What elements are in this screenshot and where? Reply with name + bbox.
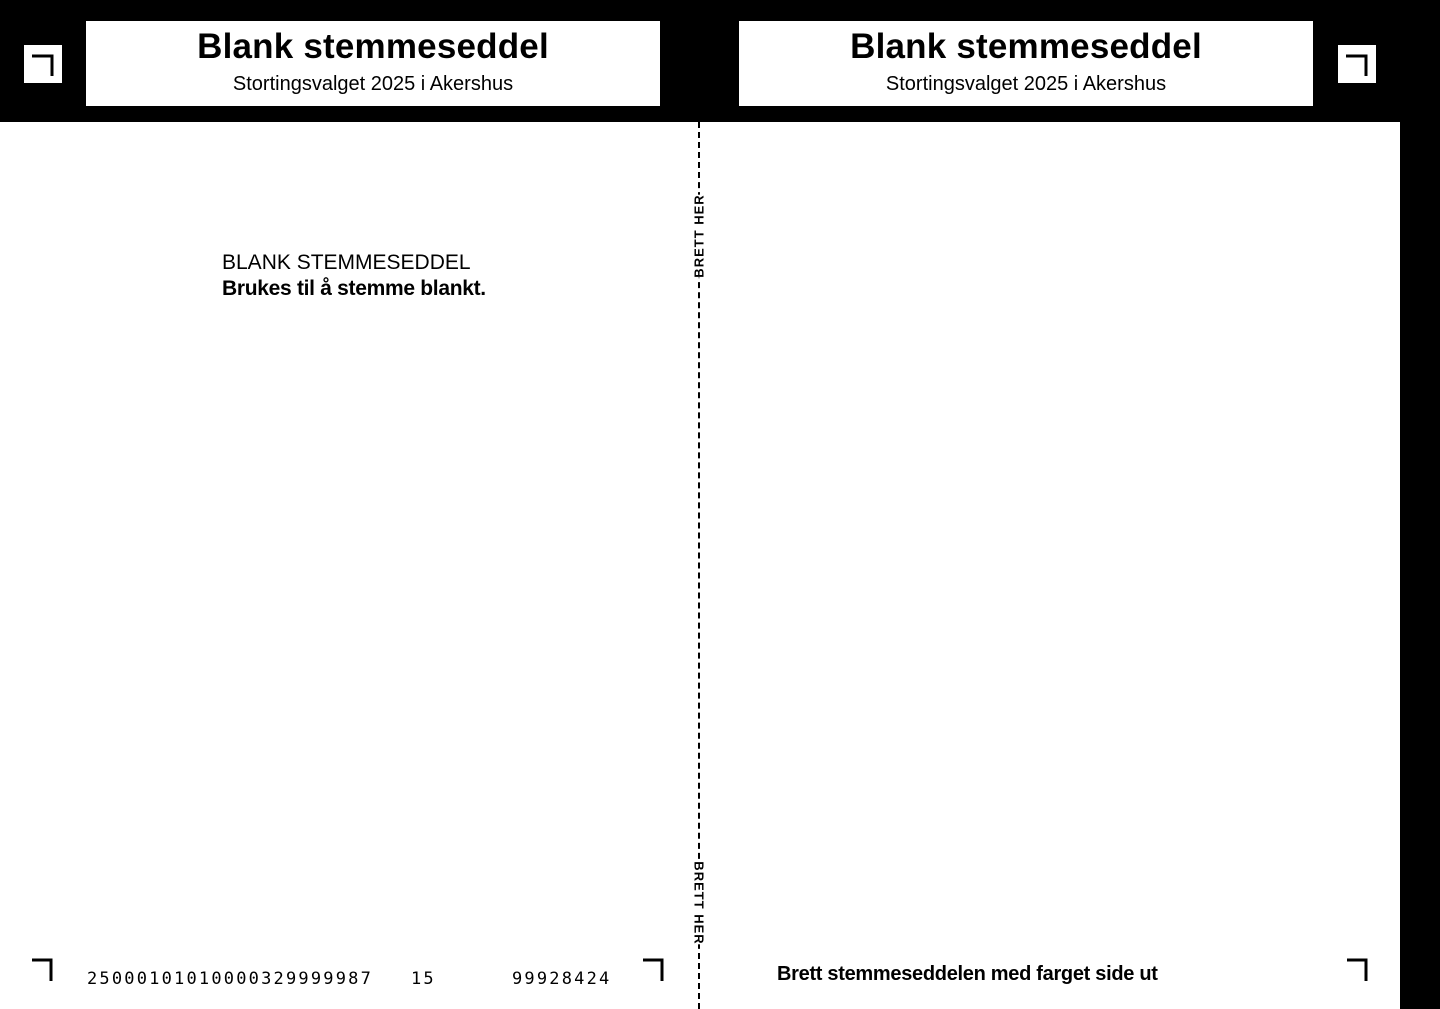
ballot-serial-code: 25000101010000329999987 [87,969,374,989]
ballot-number-code: 15 [411,969,436,989]
right-edge-band [1400,0,1440,1009]
right-ballot-title: Blank stemmeseddel [850,27,1202,66]
right-ballot-subtitle: Stortingsvalget 2025 i Akershus [885,73,1167,95]
left-title-box [86,21,660,106]
corner-bracket-icon [1345,957,1371,983]
right-title-box [739,21,1313,106]
left-ballot-title: Blank stemmeseddel [197,27,549,66]
left-ballot-subtitle: Stortingsvalget 2025 i Akershus [232,73,514,95]
ballot-body [222,250,486,302]
fold-label-bottom: BRETT HER [688,861,711,944]
ballot-secondary-code: 99928424 [512,969,612,989]
fold-instruction: Brett stemmeseddelen med farget side ut [777,963,1158,985]
ballot-body-subtext: Brukes til å stemme blankt. [222,277,486,300]
registration-mark-icon [1338,45,1376,83]
fold-label-top: BRETT HER [688,194,711,277]
corner-bracket-icon [641,957,667,983]
registration-mark-icon [24,45,62,83]
ballot-body-heading: BLANK STEMMESEDDEL [222,251,471,274]
corner-bracket-icon [30,957,56,983]
